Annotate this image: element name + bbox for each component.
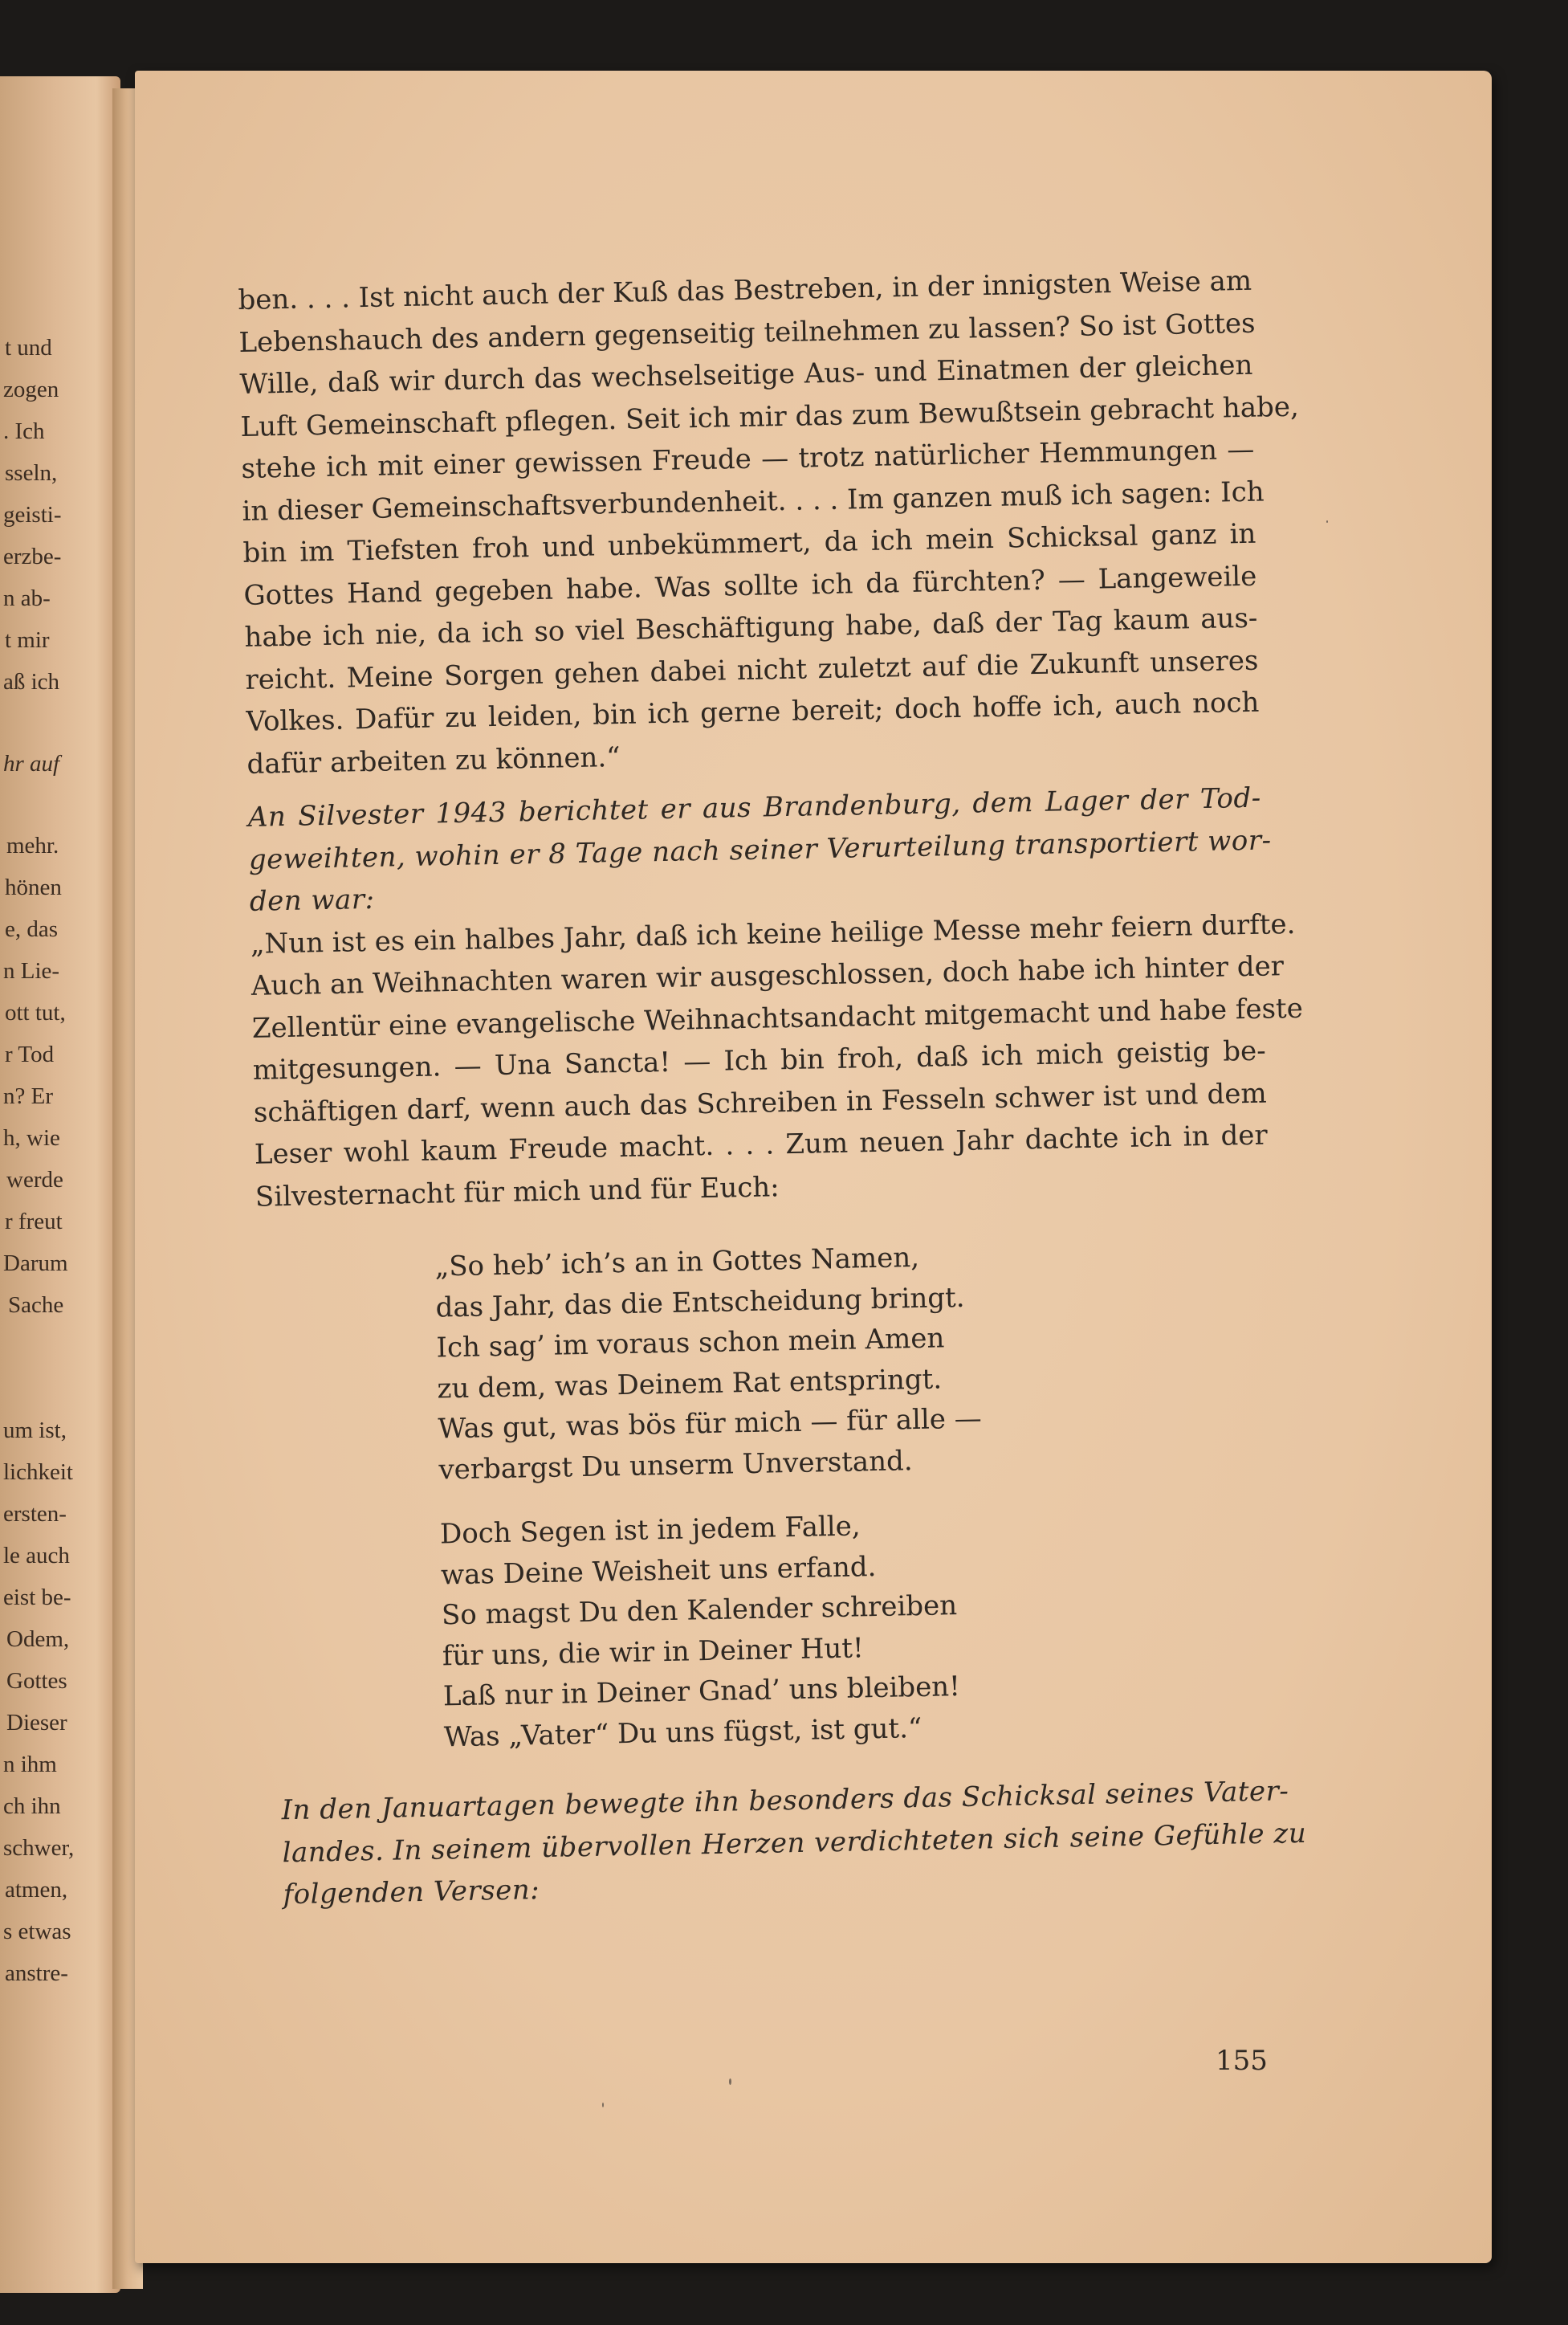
- page-text-block: [238, 260, 1307, 1916]
- narration-paragraph: [247, 777, 1272, 924]
- left-fragment: Darum: [3, 1250, 68, 1276]
- left-fragment: Odem,: [6, 1626, 70, 1652]
- text-line: reicht. Meine Sorgen gehen dabei nicht zuletzt auf die Zukunft unseres: [245, 644, 1259, 696]
- letter-paragraph: [238, 260, 1300, 785]
- poem-stanza: [440, 1498, 1280, 1757]
- text-line: den war:: [249, 883, 375, 918]
- left-fragment: h, wie: [3, 1125, 60, 1151]
- left-fragment: eist be-: [3, 1585, 71, 1610]
- left-fragment: le auch: [3, 1543, 70, 1568]
- text-line: landes. In seinem übervollen Herzen verdichteten sich seine Gefühle zu: [282, 1817, 1307, 1869]
- text-line: stehe ich mit einer gewissen Freude — trotz natürlicher Hemmungen —: [241, 433, 1255, 485]
- left-fragment: e, das: [5, 916, 59, 942]
- left-fragment: s etwas: [3, 1919, 71, 1944]
- left-fragment: ch ihn: [3, 1793, 61, 1819]
- text-line: Gottes Hand gegeben habe. Was sollte ich da fürchten? — Langeweile: [243, 560, 1257, 612]
- text-line: dafür arbeiten zu können.“: [246, 740, 621, 781]
- text-line: Auch an Weihnachten waren wir ausgeschlossen, doch habe ich hinter der: [250, 950, 1285, 1002]
- left-fragment: zogen: [3, 377, 59, 402]
- left-fragment: mehr.: [6, 833, 59, 859]
- poem-line: Doch Segen ist in jedem Falle,: [439, 1510, 861, 1551]
- left-fragment: schwer,: [3, 1835, 75, 1861]
- poem: [434, 1231, 1279, 1758]
- poem-stanza: [434, 1231, 1274, 1491]
- left-fragment: n ihm: [3, 1752, 57, 1777]
- poem-line: zu dem, was Deinem Rat entspringt.: [437, 1362, 943, 1405]
- left-fragment: hönen: [5, 875, 62, 900]
- poem-line: verbargst Du unserm Unverstand.: [438, 1444, 913, 1486]
- book-page: [135, 71, 1492, 2263]
- text-line: Lebenshauch des andern gegenseitig teilnehmen zu lassen? So ist Gottes: [238, 307, 1256, 359]
- poem-line: das Jahr, das die Entscheidung bringt.: [435, 1281, 965, 1324]
- left-fragment: n? Er: [3, 1083, 53, 1109]
- poem-line: was Deine Weisheit uns erfand.: [440, 1550, 877, 1591]
- letter-paragraph: [250, 903, 1304, 1218]
- poem-line: Was gut, was bös für mich — für alle —: [438, 1402, 983, 1446]
- text-line: An Silvester 1943 berichtet er aus Brandenburg, dem Lager der Tod-: [247, 781, 1262, 834]
- left-fragment: n ab-: [3, 585, 51, 611]
- narration-paragraph: [267, 1770, 1307, 1916]
- left-fragment: r freut: [5, 1209, 63, 1234]
- left-facing-page: [0, 76, 120, 2293]
- left-fragment: anstre-: [5, 1960, 68, 1986]
- left-fragment: Sache: [8, 1292, 64, 1318]
- text-line: „Nun ist es ein halbes Jahr, daß ich keine heilige Messe mehr feiern durfte.: [250, 908, 1296, 961]
- text-line: In den Januartagen bewegte ihn besonders das Schicksal seines Vater-: [281, 1775, 1289, 1827]
- page-number: 155: [1216, 2045, 1268, 2077]
- text-line: Luft Gemeinschaft pflegen. Seit ich mir das zum Bewußtsein gebracht habe,: [240, 390, 1300, 443]
- text-line: Volkes. Dafür zu leiden, bin ich gerne bereit; doch hoffe ich, auch noch: [246, 686, 1260, 738]
- left-fragment: . Ich: [3, 418, 45, 444]
- text-line: Silvesternacht für mich und für Euch:: [255, 1170, 780, 1213]
- text-line: ben. . . . Ist nicht auch der Kuß das Bestreben, in der innigsten Weise am: [238, 264, 1252, 316]
- left-fragment: ott tut,: [5, 1000, 66, 1026]
- text-line: folgenden Versen:: [283, 1874, 540, 1911]
- left-fragment: r Tod: [5, 1042, 55, 1067]
- left-fragment: t und: [5, 335, 52, 361]
- left-fragment: t mir: [5, 627, 50, 653]
- text-line: Zellentür eine evangelische Weihnachtsandacht mitgemacht und habe feste: [251, 992, 1304, 1045]
- poem-line: So magst Du den Kalender schreiben: [441, 1589, 958, 1632]
- text-line: mitgesungen. — Una Sancta! — Ich bin froh, daß ich mich geistig be-: [252, 1034, 1267, 1087]
- poem-line: Was „Vater“ Du uns fügst, ist gut.“: [443, 1711, 922, 1753]
- poem-line: „So heb’ ich’s an in Gottes Namen,: [434, 1241, 920, 1283]
- poem-line: für uns, die wir in Deiner Hut!: [442, 1631, 865, 1672]
- left-fragment: lichkeit: [3, 1459, 73, 1485]
- text-line: Wille, daß wir durch das wechselseitige Aus- und Einatmen der gleichen: [239, 349, 1253, 401]
- left-fragment: n Lie-: [3, 958, 60, 984]
- poem-line: Laß nur in Deiner Gnad’ uns bleiben!: [442, 1670, 961, 1713]
- left-fragment: Gottes: [6, 1668, 67, 1694]
- left-fragment: ersten-: [3, 1501, 67, 1527]
- left-fragment: Dieser: [6, 1710, 67, 1736]
- left-fragment: atmen,: [5, 1877, 68, 1903]
- left-fragment: erzbe-: [3, 544, 62, 569]
- left-fragment: hr auf: [3, 751, 60, 777]
- left-fragment: werde: [6, 1167, 63, 1193]
- text-line: geweihten, wohin er 8 Tage nach seiner Verurteilung transportiert wor-: [248, 823, 1272, 876]
- poem-line: Ich sag’ im voraus schon mein Amen: [436, 1322, 945, 1364]
- left-fragment: aß ich: [3, 669, 60, 695]
- text-line: in dieser Gemeinschaftsverbundenheit. . . . Im ganzen muß ich sagen: Ich: [242, 475, 1265, 528]
- left-fragment: um ist,: [3, 1417, 67, 1443]
- text-line: Leser wohl kaum Freude macht. . . . Zum neuen Jahr dachte ich in der: [254, 1119, 1269, 1171]
- text-line: schäftigen darf, wenn auch das Schreiben in Fesseln schwer ist und dem: [253, 1077, 1268, 1129]
- text-line: bin im Tiefsten froh und unbekümmert, da ich mein Schicksal ganz in: [242, 517, 1256, 569]
- left-fragment: sseln,: [5, 460, 58, 486]
- text-line: habe ich nie, da ich so viel Beschäftigung habe, daß der Tag kaum aus-: [244, 602, 1258, 654]
- left-fragment: geisti-: [3, 502, 62, 528]
